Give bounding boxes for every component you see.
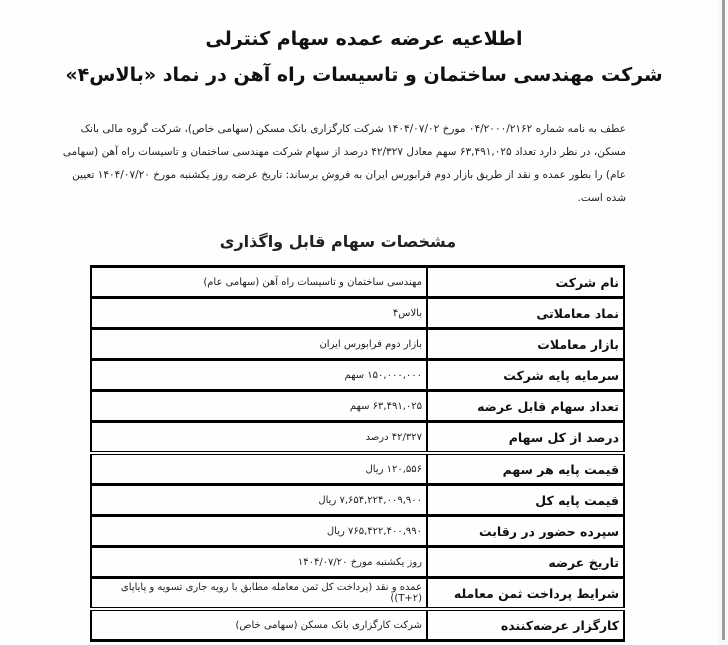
table-row — [91, 391, 624, 422]
row-label-company-name: نام شرکت — [427, 267, 624, 298]
intro-paragraph: عطف به نامه شماره ۰۴/۲۰۰۰/۲۱۶۲ مورخ ۱۴۰۴/۰۷/۰۲ شرکت کارگزاری بانک مسکن (سهامی خاص)، شرکت گروه مالی بانک مسکن، در نظر دارد تعداد ۶۳,۴۹۱,۰۲۵ سهم معادل ۴۲/۳۲۷ درصد از سهام شرکت مهندسی ساختمان و تاسیسات راه آهن (سهامی عام) را بطور عمده و نقد از طریق بازار دوم فرابورس ایران به فروش برساند: تاریخ عرضه روز یکشنبه مورخ ۱۴۰۴/۰۷/۲۰ تعیین شده است. — [62, 123, 626, 204]
page-edge — [718, 0, 728, 645]
row-value-shares-offered: ۶۳,۴۹۱,۰۲۵ سهم — [91, 391, 427, 422]
table-row — [91, 547, 624, 578]
table-row — [91, 329, 624, 360]
row-value-payment-terms: عمده و نقد (پرداخت کل ثمن معامله مطابق با رویه جاری تسویه و پایاپای (T+۲)) — [91, 578, 427, 610]
row-label-payment-terms: شرایط پرداخت ثمن معامله — [427, 578, 624, 610]
row-label-deposit: سپرده حضور در رقابت — [427, 516, 624, 547]
share-specs-table — [90, 265, 625, 642]
row-label-base-capital: سرمایه پایه شرکت — [427, 360, 624, 391]
row-label-price-per-share: قیمت پایه هر سهم — [427, 453, 624, 485]
table-row — [91, 422, 624, 454]
table-row — [91, 298, 624, 329]
row-value-broker: شرکت کارگزاری بانک مسکن (سهامی خاص) — [91, 609, 427, 641]
row-label-percentage: درصد از کل سهام — [427, 422, 624, 454]
section-title: مشخصات سهام قابل واگذاری — [219, 232, 457, 251]
page-edge-line — [722, 0, 725, 640]
table-row — [91, 485, 624, 516]
row-value-total-price: ۷,۶۵۴,۲۲۴,۰۰۹,۹۰۰ ریال — [91, 485, 427, 516]
row-value-base-capital: ۱۵۰,۰۰۰,۰۰۰ سهم — [91, 360, 427, 391]
row-value-percentage: ۴۲/۳۲۷ درصد — [91, 422, 427, 454]
table-row — [91, 267, 624, 298]
row-label-total-price: قیمت پایه کل — [427, 485, 624, 516]
row-value-company-name: مهندسی ساختمان و تاسیسات راه آهن (سهامی عام) — [91, 267, 427, 298]
row-label-broker: کارگزار عرضه‌کننده — [427, 609, 624, 641]
row-value-ticker: بالاس۴ — [91, 298, 427, 329]
document-subtitle: شرکت مهندسی ساختمان و تاسیسات راه آهن در نماد «بالاس۴» — [65, 64, 663, 86]
table-row — [91, 453, 624, 485]
table-row — [91, 578, 624, 610]
row-value-market: بازار دوم فرابورس ایران — [91, 329, 427, 360]
table-row — [91, 516, 624, 547]
row-label-shares-offered: تعداد سهام قابل عرضه — [427, 391, 624, 422]
table-row — [91, 360, 624, 391]
row-value-price-per-share: ۱۲۰,۵۵۶ ریال — [91, 453, 427, 485]
row-label-market: بازار معاملات — [427, 329, 624, 360]
row-value-offer-date: روز یکشنبه مورخ ۱۴۰۴/۰۷/۲۰ — [91, 547, 427, 578]
row-label-ticker: نماد معاملاتی — [427, 298, 624, 329]
document-title: اطلاعیه عرضه عمده سهام کنترلی — [205, 28, 523, 50]
table-row — [91, 609, 624, 641]
row-label-offer-date: تاریخ عرضه — [427, 547, 624, 578]
row-value-deposit: ۷۶۵,۴۲۲,۴۰۰,۹۹۰ ریال — [91, 516, 427, 547]
